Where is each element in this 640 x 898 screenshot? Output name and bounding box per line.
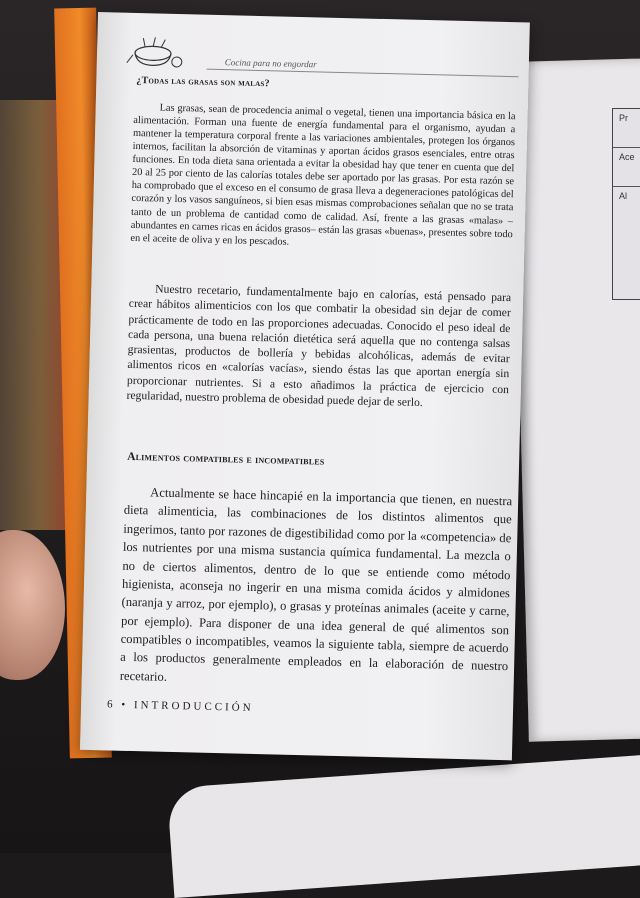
footer-label: INTRODUCCIÓN xyxy=(133,699,254,715)
paragraph-text: Actualmente se hace hincapié en la importancia que tienen, en nuestra dieta alimenticia, las combinaciones de los distintos alimentos que ingerimos, tanto por razones de digestibilidad como por la «competencia» de los nutrientes por una misma sustancia química fundamental. La mezcla o no de ciertos alimentos, dentro de lo que se entiende como método higienista, aconseja no ingerir en una misma comida ácidos y almidones (naranja y arroz, por ejemplo), o grasas y proteínas animales (aceite y carne, por ejemplo). Para disponer de una idea general de qué alimentos son compatibles o incompatibles, veamos la siguiente tabla, siempre de acuerdo a los productos generalmente empleados en la elaboración de nuestro recetario. xyxy=(119,485,513,684)
paragraph-text: Las grasas, sean de procedencia animal o vegetal, tienen una importancia básica en la alimentación. Forman una fuente de energía fundamental para el organismo, ayudan a mantener la temperatura corporal frente a las variaciones ambientales, protegen los órganos internos, facilitan la absorción de vitaminas y aportan ácidos grasos esenciales, entre otras funciones. En toda dieta sana orientada a evitar la obesidad hay que tener en cuenta que del 20 al 25 por ciento de las calorías totales debe ser aportado por las grasas. Por esta razón se ha comprobado que el exceso en el consumo de grasa lleva a degeneraciones patológicas del corazón y los vasos sanguíneos, si bien esas mismas comprobaciones señalan que no se trata tanto de un problema de cantidad como de calidad. Así, frente a las grasas «malas» –abundantes en carnes ricas en ácidos grasos– están las grasas «buenas», presentes sobre todo en el aceite de oliva y en los pescados. xyxy=(130,102,516,248)
facing-page-table xyxy=(612,108,640,300)
footer-separator: • xyxy=(121,698,129,711)
paragraph xyxy=(126,281,511,413)
table-cell: Ace xyxy=(613,148,640,187)
cooking-pot-icon xyxy=(123,35,188,71)
page-header xyxy=(97,30,530,81)
paragraph xyxy=(120,483,513,695)
page-number: 6 xyxy=(106,698,116,711)
paragraph xyxy=(130,101,515,254)
section-title: Alimentos compatibles e incompatibles xyxy=(126,450,325,468)
paragraph-text: Nuestro recetario, fundamentalmente bajo en calorías, está pensado para crear hábitos alimenticios con los que combatir la obesidad sin dejar de comer prácticamente de todo en las proporciones adecuadas. Conocido el peso ideal de cada persona, una buena relación dietética será aquella que no contenga salsas grasientas, productos de bollería y bebidas alcohólicas, además de evitar alimentos ricos en «calorías vacías», siendo éstas las que aportan energía sin proporcionar nutrientes. Si a esto añadimos la práctica de ejercicio con regularidad, nuestro problema de obesidad puede dejar de serlo. xyxy=(126,282,512,410)
running-head: Cocina para no engordar xyxy=(224,57,317,70)
section-title: ¿Todas las grasas son malas? xyxy=(136,74,270,90)
table-cell: Al xyxy=(619,191,628,201)
table-cell: Pr xyxy=(613,109,640,148)
header-rule xyxy=(207,69,519,78)
page-footer xyxy=(107,698,254,714)
book-page xyxy=(80,12,530,760)
